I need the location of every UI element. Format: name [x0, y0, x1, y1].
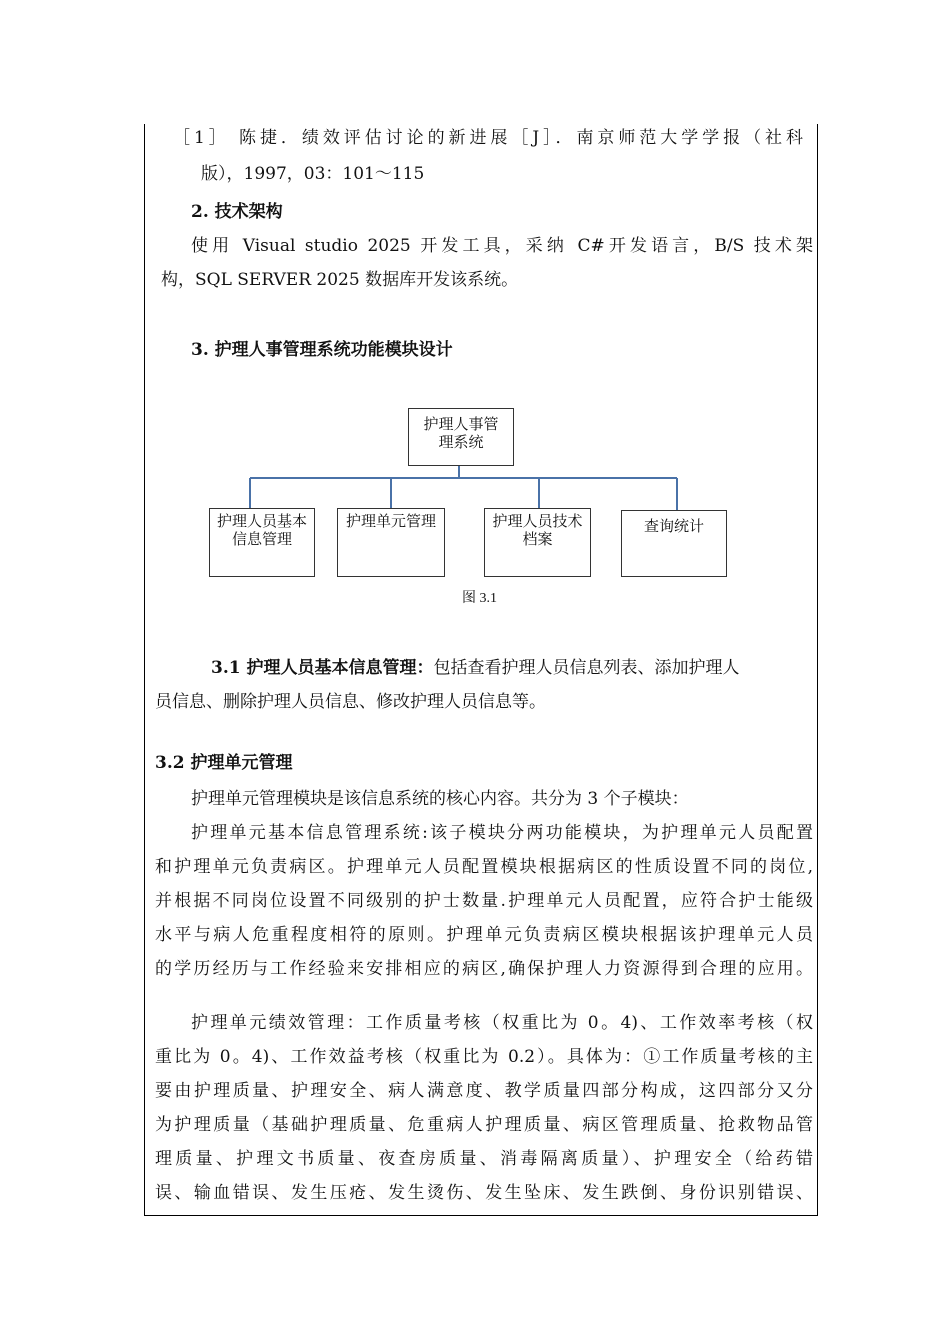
section-3-2-line-11: 理质量、护理文书质量、夜查房质量、消毒隔离质量）、护理安全（给药错: [155, 1149, 813, 1169]
root-node-box: [408, 408, 514, 466]
section-2-paragraph-line-1: 使用 Visual studio 2025 开发工具，采纳 C#开发语言，B/S 技术架: [191, 236, 813, 256]
section-3-2-line-9: 要由护理质量、护理安全、病人满意度、教学质量四部分构成，这四部分又分: [155, 1081, 813, 1101]
node-tech-archive-line-1: 护理人员技术: [492, 512, 583, 530]
module-diagram: [205, 404, 735, 604]
section-3-2-line-8: 重比为 0。4)、工作效益考核（权重比为 0.2）。具体为：①工作质量考核的主: [155, 1047, 813, 1067]
node-unit-management: [337, 508, 445, 577]
section-3-1-text-1: 包括查看护理人员信息列表、添加护理人: [433, 658, 740, 678]
root-node-line-1: 护理人事管: [423, 415, 499, 433]
section-3-1-text-2: 员信息、删除护理人员信息、修改护理人员信息等。: [155, 692, 546, 712]
section-3-2-line-12: 误、输血错误、发生压疮、发生烫伤、发生坠床、发生跌倒、身份识别错误、: [155, 1183, 813, 1203]
section-2-heading: 2. 技术架构: [191, 202, 283, 222]
section-3-2-line-6: 的学历经历与工作经验来安排相应的病区,确保护理人力资源得到合理的应用。: [155, 959, 813, 979]
section-2-paragraph-line-2: 构，SQL SERVER 2025 数据库开发该系统。: [161, 270, 519, 290]
node-tech-archive-line-2: 档案: [522, 530, 553, 548]
section-3-2-line-7: 护理单元绩效管理：工作质量考核（权重比为 0。4)、工作效率考核（权: [191, 1013, 813, 1033]
node-basic-info-line-1: 护理人员基本: [216, 512, 307, 530]
section-3-2-heading: 3.2 护理单元管理: [155, 753, 293, 773]
section-3-1-first-line: [211, 652, 740, 685]
reference-line-1: ［1］ 陈捷．绩效评估讨论的新进展［J］．南京师范大学学报（社科: [173, 128, 803, 148]
reference-line-2: 版），1997，03：101～115: [201, 164, 425, 184]
figure-caption: 图 3.1: [462, 591, 497, 606]
node-query-stats: [621, 510, 727, 577]
node-basic-info-line-2: 信息管理: [231, 530, 292, 548]
section-3-2-line-3: 和护理单元负责病区。护理单元人员配置模块根据病区的性质设置不同的岗位,: [155, 857, 813, 877]
section-3-2-line-2: 护理单元基本信息管理系统:该子模块分两功能模块，为护理单元人员配置: [191, 823, 813, 843]
node-basic-info: [209, 508, 315, 577]
section-3-1-label: 3.1 护理人员基本信息管理：: [211, 658, 434, 678]
root-node-line-2: 理系统: [438, 433, 484, 451]
node-query-stats-line-1: 查询统计: [643, 517, 704, 535]
document-frame: [144, 124, 818, 1216]
section-3-2-line-1: 护理单元管理模块是该信息系统的核心内容。共分为 3 个子模块：: [191, 789, 689, 809]
section-3-2-line-5: 水平与病人危重程度相符的原则。护理单元负责病区模块根据该护理单元人员: [155, 925, 813, 945]
section-3-2-line-4: 并根据不同岗位设置不同级别的护士数量.护理单元人员配置，应符合护士能级: [155, 891, 813, 911]
section-3-heading: 3. 护理人事管理系统功能模块设计: [191, 340, 453, 360]
node-tech-archive: [484, 508, 591, 577]
section-3-2-line-10: 为护理质量（基础护理质量、危重病人护理质量、病区管理质量、抢救物品管: [155, 1115, 813, 1135]
node-unit-management-line-1: 护理单元管理: [345, 512, 436, 530]
